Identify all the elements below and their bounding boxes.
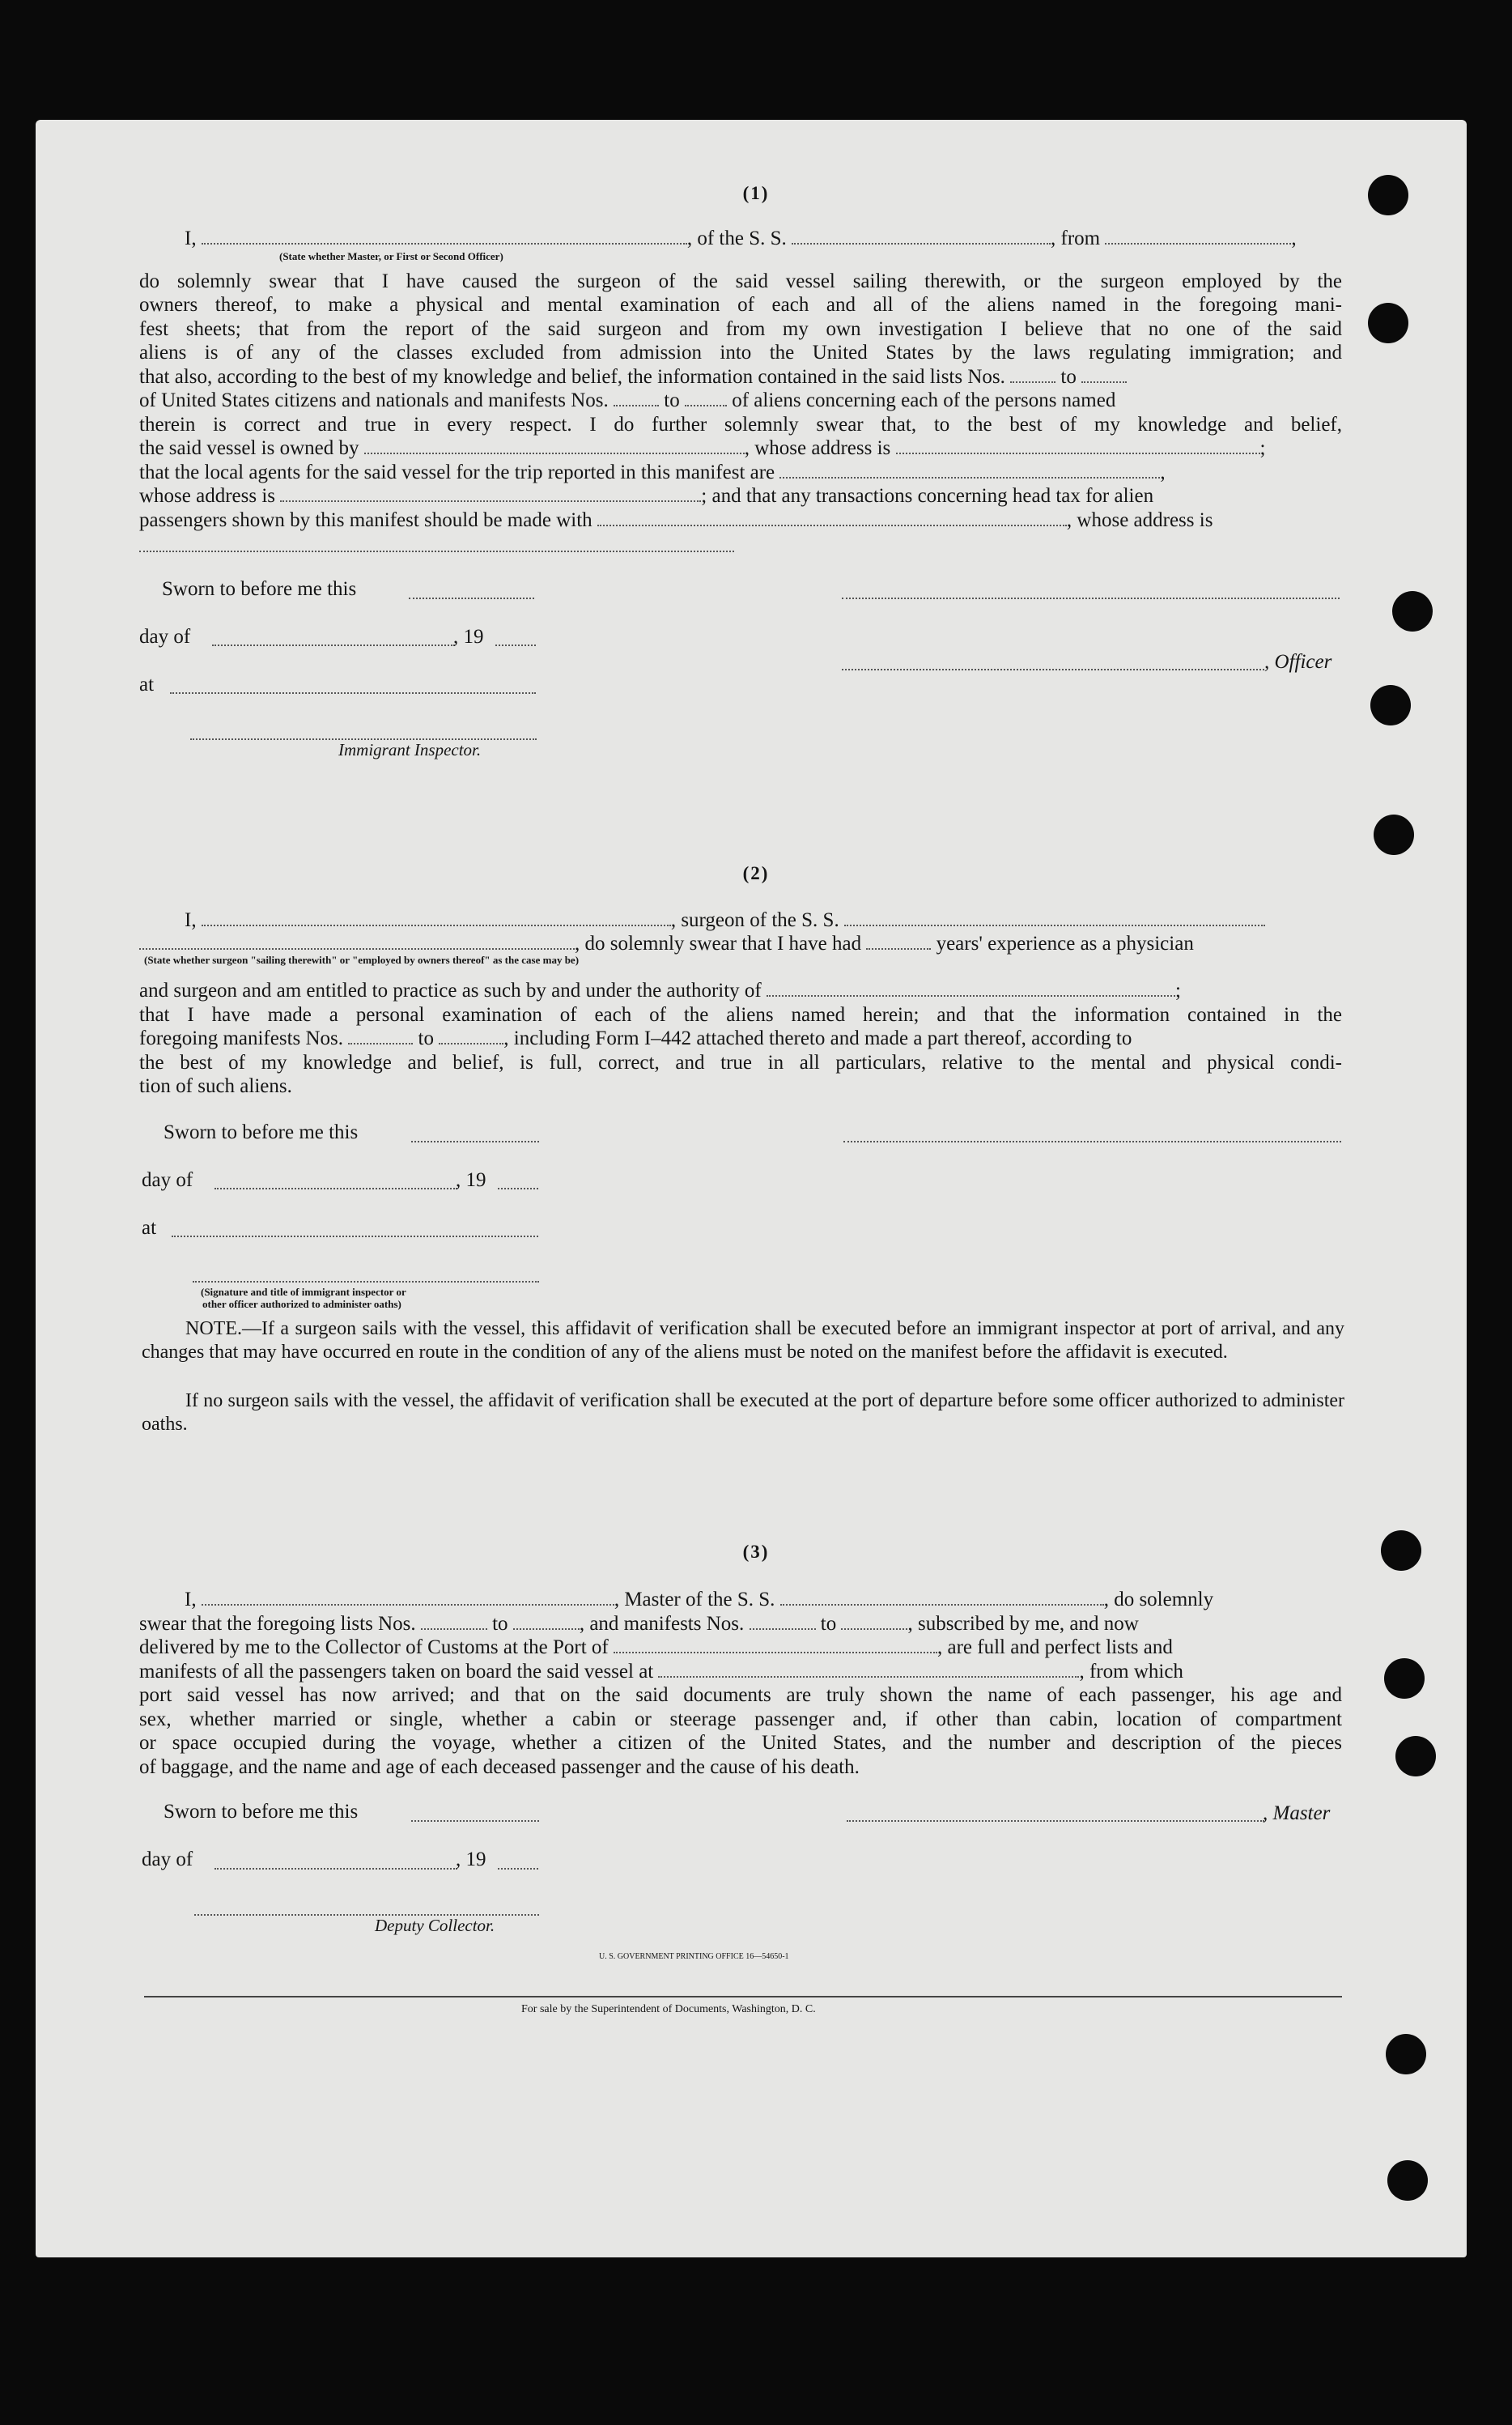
text: I, xyxy=(185,909,197,931)
s1-row-6 xyxy=(139,389,1342,413)
text: to xyxy=(492,1613,508,1635)
punch-hole xyxy=(1384,1658,1425,1699)
text: , xyxy=(1160,462,1166,483)
s2-surgeon-signature-line[interactable] xyxy=(843,1141,1341,1142)
years-experience-field[interactable] xyxy=(866,934,931,950)
s3-row-1 xyxy=(139,1588,1342,1612)
text: delivered by me to the Collector of Customs at the Port of xyxy=(139,1636,609,1658)
from-port-field[interactable] xyxy=(1105,228,1291,245)
surgeon-name-field[interactable] xyxy=(202,910,671,926)
text: ; xyxy=(1175,980,1181,1002)
s3-port-field[interactable] xyxy=(614,1637,937,1653)
local-agents-field[interactable] xyxy=(779,462,1160,479)
s3-manifests-to-field[interactable] xyxy=(841,1614,907,1630)
s2-day-field[interactable] xyxy=(214,1188,457,1189)
s3-vessel-field[interactable] xyxy=(780,1589,1104,1606)
punch-hole xyxy=(1395,1736,1436,1776)
text: years' experience as a physician xyxy=(936,933,1194,955)
s1-row-11 xyxy=(139,508,1342,533)
s1-row-8 xyxy=(139,436,1342,461)
s3-row: of baggage, and the name and age of each deceased passenger and the cause of his death. xyxy=(139,1756,860,1778)
text: I, xyxy=(185,228,197,249)
s3-row: or space occupied during the voyage, whether a citizen of the United States, and the number and description of the pieces xyxy=(139,1732,1342,1754)
text: swear that the foregoing lists Nos. xyxy=(139,1613,416,1635)
text: , Master of the S. S. xyxy=(614,1589,775,1610)
s3-manifests-from-field[interactable] xyxy=(750,1614,816,1630)
text: , of the S. S. xyxy=(686,228,787,249)
s3-departure-field[interactable] xyxy=(658,1661,1079,1678)
s3-master-name-field[interactable] xyxy=(202,1589,614,1606)
s3-day-field[interactable] xyxy=(214,1868,457,1870)
section-3-heading: (3) xyxy=(742,1542,770,1562)
text: the said vessel is owned by xyxy=(139,437,359,459)
s1-row-5 xyxy=(139,365,1342,389)
s1-at-label: at xyxy=(139,674,155,696)
s3-row-2 xyxy=(139,1612,1342,1636)
s1-row: do solemnly swear that I have caused the surgeon of the said vessel sailing therewith, or the surgeon employed by the xyxy=(139,270,1342,292)
text: , surgeon of the S. S. xyxy=(670,909,839,931)
text: , from which xyxy=(1079,1661,1183,1683)
punch-hole xyxy=(1387,2160,1428,2201)
s3-row: sex, whether married or single, whether a cabin or steerage passenger and, if other than cabin, location of compartment xyxy=(139,1708,1342,1730)
manifests-from-field[interactable] xyxy=(614,390,659,406)
s3-sworn-field[interactable] xyxy=(411,1820,539,1822)
s2-note-1: NOTE.—If a surgeon sails with the vessel, this affidavit of verification shall be executed before an immigrant inspector at port of arrival, and any changes that may have occurred en route in the condition of any of the aliens must be noted on the manifest before the affidavit is executed. xyxy=(142,1318,1344,1363)
s2-year-label: , 19 xyxy=(456,1169,486,1191)
s2-inspector-signature-line[interactable] xyxy=(193,1281,539,1283)
s1-row: fest sheets; that from the report of the said surgeon and from my own investigation I believe that no one of the said xyxy=(139,318,1342,340)
s2-line-2 xyxy=(139,932,1342,956)
text: , do solemnly xyxy=(1103,1589,1214,1610)
authority-field[interactable] xyxy=(767,981,1175,997)
s3-row-4 xyxy=(139,1660,1342,1684)
s3-master-signature-line[interactable] xyxy=(847,1820,1264,1822)
agent-address-field[interactable] xyxy=(280,486,701,502)
collector-label: Deputy Collector. xyxy=(375,1916,495,1935)
s3-sworn-label: Sworn to before me this xyxy=(164,1801,359,1823)
s1-day-label: day of xyxy=(139,626,191,648)
text: to xyxy=(664,389,680,411)
rank-caption: (State whether Master, or First or Second Officer) xyxy=(279,250,503,262)
s2-row: that I have made a personal examination of each of the aliens named herein; and that the information contained in the xyxy=(139,1004,1342,1026)
punch-hole xyxy=(1368,303,1408,343)
s2-manifests-from-field[interactable] xyxy=(348,1028,413,1044)
text: , and manifests Nos. xyxy=(579,1613,745,1635)
s3-day-label: day of xyxy=(142,1849,193,1870)
owner-address-field[interactable] xyxy=(896,438,1260,454)
s1-row-10 xyxy=(139,484,1342,508)
officer-rank-field[interactable] xyxy=(202,228,687,245)
lists-to-field[interactable] xyxy=(1081,367,1127,383)
s3-row-3 xyxy=(139,1636,1342,1660)
s2-row-3 xyxy=(139,979,1342,1003)
s2-at-label: at xyxy=(142,1217,157,1239)
s2-year-field[interactable] xyxy=(498,1188,538,1189)
s1-sworn-label: Sworn to before me this xyxy=(162,578,357,600)
inspector-label: Immigrant Inspector. xyxy=(338,740,482,759)
text: to xyxy=(418,1027,434,1049)
surgeon-status-caption: (State whether surgeon "sailing therewith" or "employed by owners thereof" as the case may be) xyxy=(144,954,580,966)
s1-day-field[interactable] xyxy=(212,645,455,646)
s1-year-label: , 19 xyxy=(453,626,484,648)
text: whose address is xyxy=(139,485,276,507)
printing-office-imprint: U. S. GOVERNMENT PRINTING OFFICE 16—54650-1 xyxy=(599,1952,789,1961)
s2-signature-caption: (Signature and title of immigrant inspector or xyxy=(201,1286,406,1298)
s2-at-field[interactable] xyxy=(172,1236,538,1237)
s3-year-label: , 19 xyxy=(456,1849,486,1870)
punch-hole xyxy=(1374,815,1414,855)
s3-lists-from-field[interactable] xyxy=(421,1614,487,1630)
text: that also, according to the best of my knowledge and belief, the information contained in the said lists Nos. xyxy=(139,366,1005,388)
head-tax-contact-field[interactable] xyxy=(597,510,1067,526)
s2-row: the best of my knowledge and belief, is full, correct, and true in all particulars, relative to the mental and physical condi- xyxy=(139,1052,1342,1074)
text: , are full and perfect lists and xyxy=(937,1636,1173,1658)
s2-signature-caption: other officer authorized to administer oaths) xyxy=(202,1298,401,1310)
text: , whose address is xyxy=(1066,509,1213,531)
s2-note-2: If no surgeon sails with the vessel, the affidavit of verification shall be executed at the port of departure before some officer authorized to administer oaths. xyxy=(142,1390,1344,1435)
s1-at-field[interactable] xyxy=(170,692,536,694)
lists-from-field[interactable] xyxy=(1010,367,1055,383)
punch-hole xyxy=(1392,591,1433,632)
surgeon-status-field[interactable] xyxy=(139,934,575,950)
s2-day-label: day of xyxy=(142,1169,193,1191)
manifests-to-field[interactable] xyxy=(685,390,727,406)
s1-line-1 xyxy=(139,227,1342,251)
text: to xyxy=(1060,366,1077,388)
s1-row: therein is correct and true in every respect. I do further solemnly swear that, to the best of my knowledge and belief, xyxy=(139,414,1342,436)
text: , from xyxy=(1051,228,1101,249)
s1-officer-signature-line[interactable] xyxy=(842,598,1340,599)
text: ; and that any transactions concerning head tax for alien xyxy=(701,485,1154,507)
text: that the local agents for the said vessel for the trip reported in this manifest are xyxy=(139,462,775,483)
sale-notice: For sale by the Superintendent of Documents, Washington, D. C. xyxy=(521,2003,816,2015)
s3-row: port said vessel has now arrived; and that on the said documents are truly shown the name of each passenger, his age and xyxy=(139,1684,1342,1706)
punch-hole xyxy=(1370,685,1411,725)
text: , subscribed by me, and now xyxy=(907,1613,1139,1635)
text: I, xyxy=(185,1589,197,1610)
text: ; xyxy=(1259,437,1266,459)
s1-sworn-field[interactable] xyxy=(409,598,534,599)
text: and surgeon and am entitled to practice as such by and under the authority of xyxy=(139,980,762,1002)
text: foregoing manifests Nos. xyxy=(139,1027,344,1049)
text: passengers shown by this manifest should be made with xyxy=(139,509,592,531)
s2-row: tion of such aliens. xyxy=(139,1075,292,1097)
s1-row-9 xyxy=(139,461,1342,485)
footer-rule xyxy=(144,1996,1342,1997)
text: , Officer xyxy=(1264,651,1332,673)
s1-officer-line[interactable] xyxy=(842,669,1264,670)
s1-year-field[interactable] xyxy=(495,645,536,646)
s2-vessel-field[interactable] xyxy=(844,910,1265,926)
text: , Master xyxy=(1263,1802,1331,1824)
text: , xyxy=(1291,228,1297,249)
s2-row-5 xyxy=(139,1027,1342,1051)
officer-label xyxy=(1264,651,1331,674)
address-continuation-line xyxy=(139,551,734,552)
section-1-heading: (1) xyxy=(742,183,770,203)
text: , whose address is xyxy=(744,437,891,459)
punch-hole xyxy=(1386,2034,1426,2074)
vessel-name-field[interactable] xyxy=(792,228,1051,245)
text: of aliens concerning each of the persons named xyxy=(732,389,1116,411)
text: , do solemnly swear that I have had xyxy=(575,933,862,955)
text: to xyxy=(820,1613,837,1635)
section-2-heading: (2) xyxy=(742,863,770,883)
owner-field[interactable] xyxy=(364,438,745,454)
s1-row: owners thereof, to make a physical and mental examination of each and all of the aliens named in the foregoing mani- xyxy=(139,294,1342,316)
s3-year-field[interactable] xyxy=(498,1868,538,1870)
master-label xyxy=(1263,1802,1330,1825)
text: manifests of all the passengers taken on board the said vessel at xyxy=(139,1661,654,1683)
s2-sworn-field[interactable] xyxy=(411,1141,539,1142)
s2-line-1 xyxy=(139,908,1342,933)
text: , including Form I–442 attached thereto and made a part thereof, according to xyxy=(503,1027,1132,1049)
s3-lists-to-field[interactable] xyxy=(513,1614,580,1630)
s1-row: aliens is of any of the classes excluded from admission into the United States by the laws regulating immigration; and xyxy=(139,342,1342,364)
s2-sworn-label: Sworn to before me this xyxy=(164,1121,359,1143)
s2-manifests-to-field[interactable] xyxy=(439,1028,503,1044)
text: of United States citizens and nationals and manifests Nos. xyxy=(139,389,609,411)
